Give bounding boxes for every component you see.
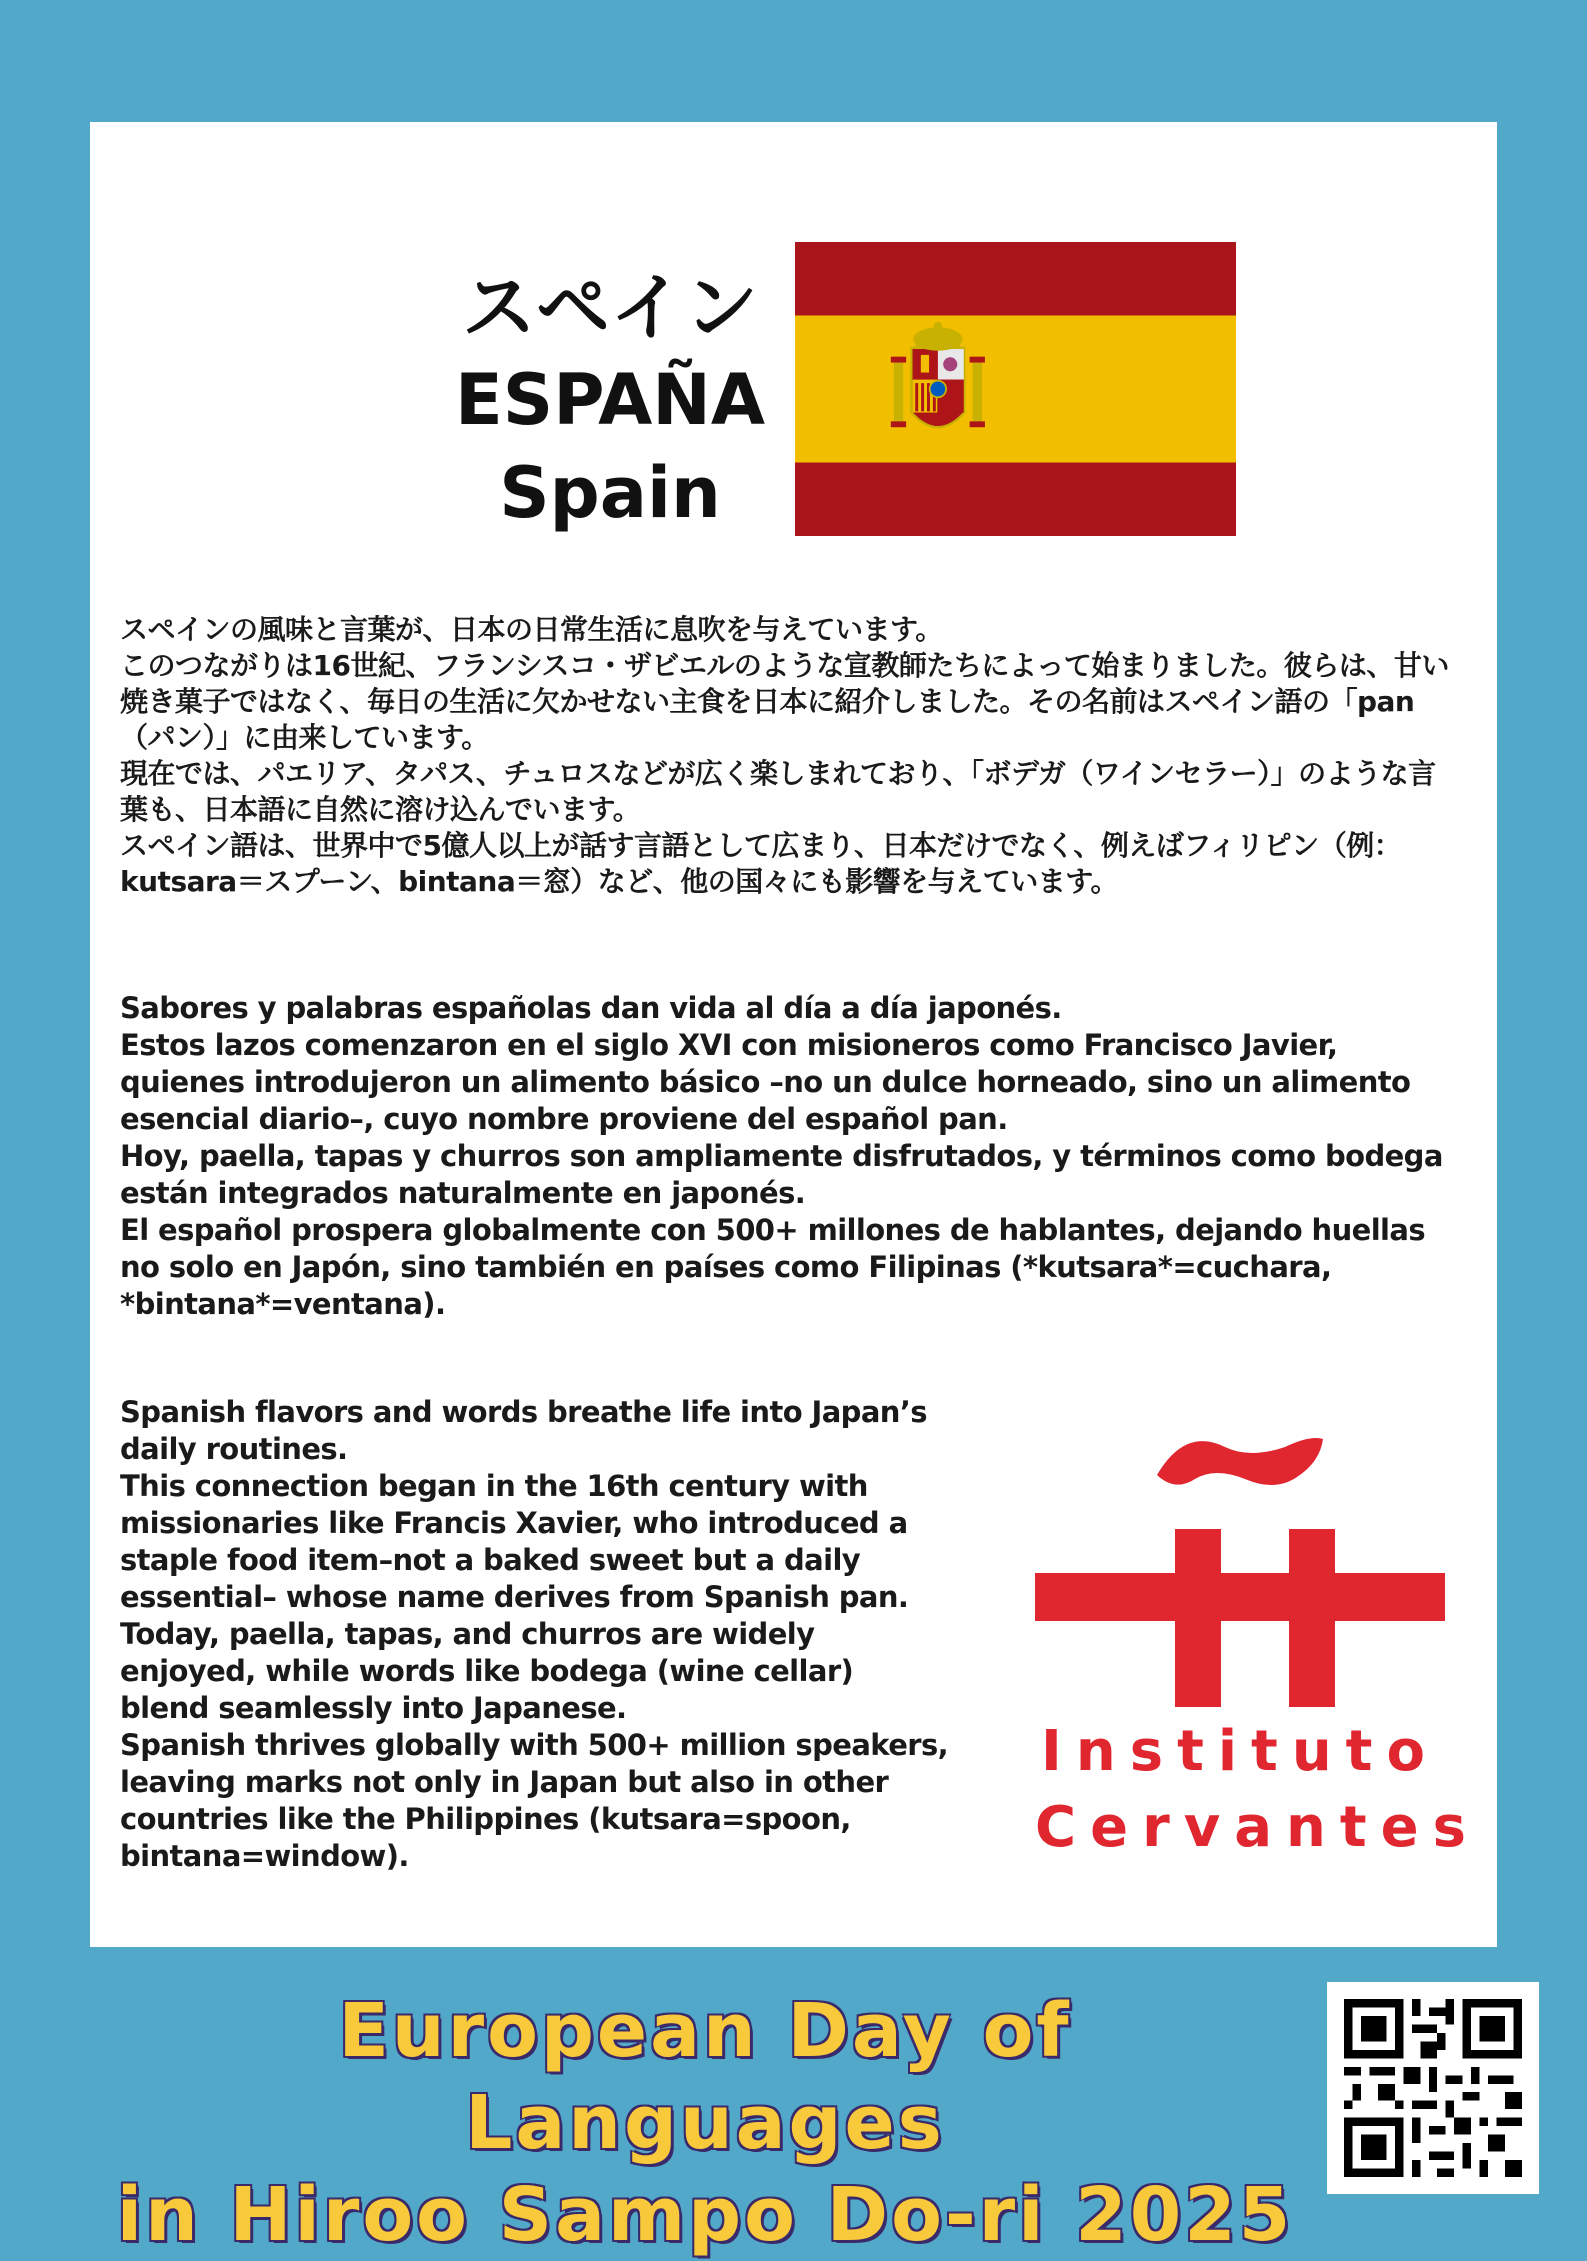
country-title: [390, 262, 830, 540]
logo-line-cervantes: Cervantes: [1035, 1795, 1480, 1860]
title-english: Spain: [499, 452, 721, 534]
instituto-cervantes-logo: [1035, 1417, 1480, 1877]
title-spanish: ESPAÑA: [454, 359, 766, 441]
event-title-line2: in Hiroo Sampo Do-ri 2025: [116, 2172, 1294, 2258]
spain-flag-icon: [795, 242, 1236, 536]
en-paragraph: Today, paella, tapas, and churros are widely enjoyed, while words like bodega (wine cellar) blend seamlessly into Japanese.: [120, 1617, 854, 1725]
en-paragraph: Spanish thrives globally with 500+ million speakers, leaving marks not only in Japan but also in other countries like the Philippines (kutsara=spoon, bintana=window).: [120, 1728, 949, 1873]
english-description: [120, 1394, 950, 1875]
es-paragraph: Hoy, paella, tapas y churros son ampliamente disfrutados, y términos como bodega están integrados naturalmente en japonés.: [120, 1139, 1443, 1210]
japanese-description: [120, 612, 1450, 900]
title-japanese: スペイン: [462, 265, 758, 351]
en-paragraph: This connection began in the 16th century with missionaries like Francis Xavier, who introduced a staple food item–not a baked sweet but a daily essential– whose name derives from Spanish pan.: [120, 1469, 909, 1614]
content-card: [90, 122, 1497, 1947]
en-paragraph: Spanish flavors and words breathe life into Japan’s daily routines.: [120, 1395, 927, 1466]
ja-paragraph: スペインの風味と言葉が、日本の日常生活に息吹を与えています。: [120, 613, 943, 646]
es-paragraph: El español prospera globalmente con 500+ millones de hablantes, dejando huellas no solo en Japón, sino también en países como Filipinas (*kutsara*=cuchara, *bintana*=ventana).: [120, 1213, 1426, 1321]
es-paragraph: Sabores y palabras españolas dan vida al día a día japonés.: [120, 991, 1062, 1025]
cervantes-emblem-icon: [1035, 1417, 1445, 1707]
qr-code-icon: [1327, 1982, 1539, 2194]
ja-paragraph: このつながりは16世紀、フランシスコ・ザビエルのような宣教師たちによって始まりました。彼らは、甘い焼き菓子ではなく、毎日の生活に欠かせない主食を日本に紹介しました。その名前はスペイン語の「pan（パン）」に由来しています。: [120, 649, 1449, 754]
event-title-line1: European Day of Languages: [338, 1988, 1072, 2166]
spanish-description: [120, 990, 1450, 1323]
logo-line-instituto: Instituto: [1041, 1719, 1439, 1784]
event-title: [100, 1985, 1310, 2261]
ja-paragraph: スペイン語は、世界中で5億人以上が話す言語として広まり、日本だけでなく、例えばフィリピン（例：kutsara＝スプーン、bintana＝窓）など、他の国々にも影響を与えています。: [120, 829, 1402, 898]
es-paragraph: Estos lazos comenzaron en el siglo XVI con misioneros como Francisco Javier, quienes introdujeron un alimento básico –no un dulce horneado, sino un alimento esencial diario–, cuyo nombre proviene del español pan.: [120, 1028, 1411, 1136]
ja-paragraph: 現在では、パエリア、タパス、チュロスなどが広く楽しまれており、「ボデガ（ワインセラー）」のような言葉も、日本語に自然に溶け込んでいます。: [120, 757, 1436, 826]
